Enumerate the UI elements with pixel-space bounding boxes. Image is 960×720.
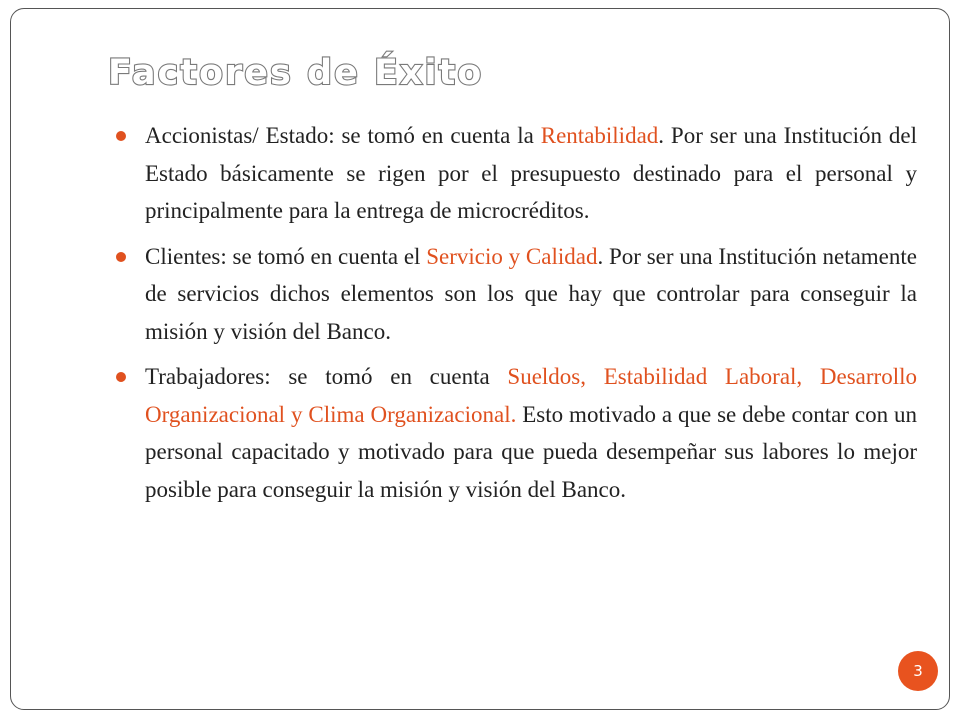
bullet-item-trabajadores bbox=[135, 358, 917, 508]
bullet-highlight-text: Sueldos, Estabilidad Laboral, Desarrollo Organizacional y Clima Organizacional. bbox=[145, 364, 917, 427]
bullet-lead-text: Clientes: se tomó en cuenta el bbox=[145, 243, 427, 269]
bullet-dot-icon bbox=[116, 372, 126, 382]
bullet-highlight-text: Servicio y Calidad bbox=[426, 243, 598, 269]
bullet-highlight-text: Rentabilidad bbox=[540, 123, 659, 148]
bullet-list bbox=[135, 117, 917, 516]
slide-title: Factores de Éxito bbox=[108, 53, 484, 93]
bullet-rest-text: . Por ser una Institución netamente de servicios dichos elementos son los que hay que controlar para conseguir la misión y visión del Banco. bbox=[145, 243, 917, 344]
bullet-dot-icon bbox=[116, 131, 126, 141]
bullet-lead-text: Accionistas/ Estado: se tomó en cuenta la bbox=[145, 123, 541, 148]
slide-frame bbox=[10, 8, 950, 710]
bullet-item-accionistas bbox=[135, 117, 917, 230]
bullet-rest-text: Esto motivado a que se debe contar con un personal capacitado y motivado para que pueda desempeñar sus labores lo mejor posible para conseguir la misión y visión del Banco. bbox=[145, 401, 917, 502]
bullet-rest-text: . Por ser una Institución del Estado básicamente se rigen por el presupuesto destinado para el personal y principalmente para la entrega de microcréditos. bbox=[145, 123, 917, 223]
bullet-item-clientes bbox=[135, 238, 917, 351]
bullet-lead-text: Trabajadores: se tomó en cuenta bbox=[145, 364, 508, 389]
page-number-badge: 3 bbox=[898, 651, 938, 691]
bullet-dot-icon bbox=[116, 252, 126, 262]
